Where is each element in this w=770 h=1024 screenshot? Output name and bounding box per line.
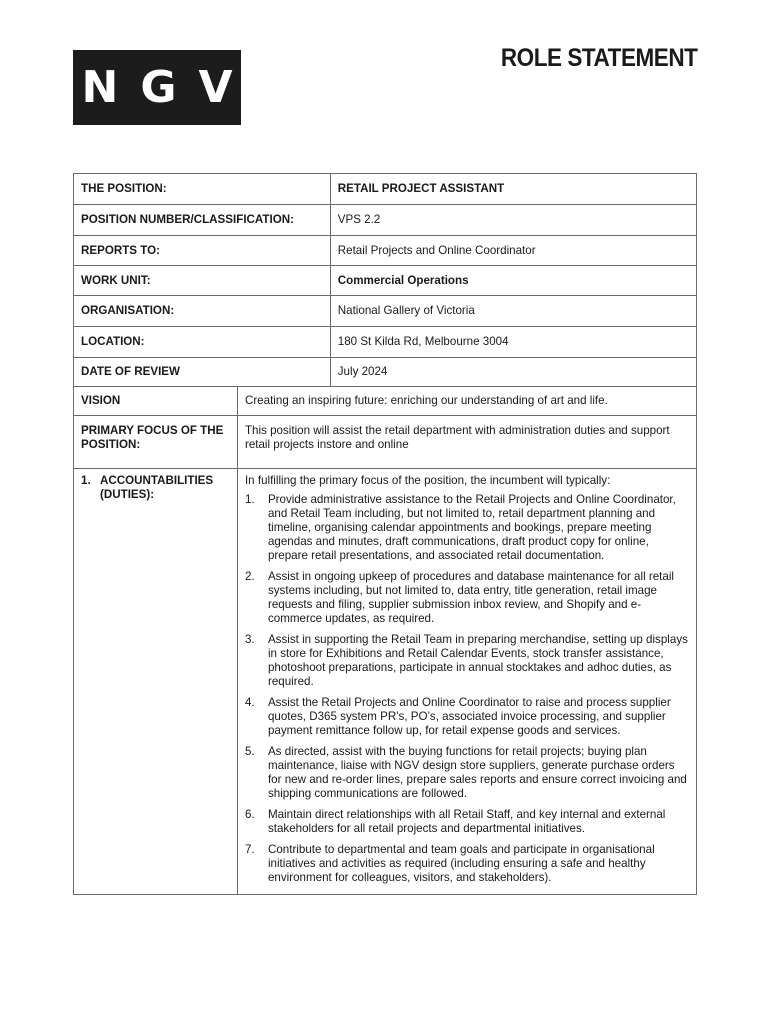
primary-focus-label: PRIMARY FOCUS OF THE POSITION:: [74, 416, 238, 469]
table-row: [74, 327, 697, 358]
field-value-classification: VPS 2.2: [330, 205, 696, 236]
table-row: [74, 205, 697, 236]
field-value-work-unit: Commercial Operations: [330, 266, 696, 296]
accountabilities-content: [237, 469, 696, 895]
accountabilities-label: ACCOUNTABILITIES (DUTIES):: [100, 474, 214, 501]
field-value-reports-to: Retail Projects and Online Coordinator: [330, 236, 696, 266]
list-item: [245, 570, 689, 626]
table-row: [74, 266, 697, 296]
duty-text: Assist the Retail Projects and Online Coordinator to raise and process supplier quotes, D365 system PR’s, PO’s, associated invoice processing, and supplier payment remittance follow up, for retail expense goods and services.: [267, 696, 671, 737]
field-value-location: 180 St Kilda Rd, Melbourne 3004: [330, 327, 696, 358]
field-label-classification: POSITION NUMBER/CLASSIFICATION:: [74, 205, 331, 236]
list-item: [245, 745, 689, 801]
table-row: [74, 358, 697, 387]
ngv-logo: NGV: [73, 50, 241, 125]
duty-number: 6.: [244, 808, 255, 821]
list-item: [245, 808, 689, 836]
field-value-organisation: National Gallery of Victoria: [330, 296, 696, 327]
accountabilities-number: 1.: [81, 474, 91, 487]
table-row: [74, 387, 697, 416]
duty-number: 4.: [244, 696, 255, 709]
duty-text: Assist in supporting the Retail Team in preparing merchandise, setting up displays in store for Exhibitions and Retail Calendar Events, stock transfer assistance, photoshoot preparations, participate in annual stocktakes and adhoc duties, as required.: [267, 633, 688, 688]
field-value-date-of-review: July 2024: [330, 358, 696, 387]
duty-text: As directed, assist with the buying functions for retail projects; buying plan maintenance, liaise with NGV design store suppliers, generate purchase orders for new and re-order lines, prepare sales reports and ensure correct invoicing and shipping communications are followed.: [267, 745, 687, 800]
list-item: [245, 696, 689, 738]
table-row: [74, 174, 697, 205]
table-row: [74, 296, 697, 327]
field-label-date-of-review: DATE OF REVIEW: [74, 358, 331, 387]
field-value-position: RETAIL PROJECT ASSISTANT: [330, 174, 696, 205]
duty-number: 2.: [244, 570, 255, 583]
list-item: [245, 633, 689, 689]
vision-text: Creating an inspiring future: enriching our understanding of art and life.: [237, 387, 696, 416]
document-title: ROLE STATEMENT: [500, 44, 697, 72]
duty-text: Contribute to departmental and team goals and participate in organisational initiatives and activities as required (including ensuring a safe and healthy environment for colleagues, visitors, and stakeholders).: [267, 843, 655, 884]
table-row: [74, 469, 697, 895]
duty-number: 1.: [244, 493, 255, 506]
table-row: [74, 416, 697, 469]
table-row: [74, 236, 697, 266]
field-label-location: LOCATION:: [74, 327, 331, 358]
duty-text: Assist in ongoing upkeep of procedures and database maintenance for all retail systems including, but not limited to, data entry, title generation, retail image requests and filing, supplier submission inbox review, and Shopify and e-commerce updates, as required.: [267, 570, 674, 625]
field-label-position: THE POSITION:: [74, 174, 331, 205]
field-label-organisation: ORGANISATION:: [74, 296, 331, 327]
field-label-work-unit: WORK UNIT:: [74, 266, 331, 296]
field-label-reports-to: REPORTS TO:: [74, 236, 331, 266]
list-item: [245, 843, 689, 885]
duty-text: Maintain direct relationships with all Retail Staff, and key internal and external stakeholders for all retail projects and departmental initiatives.: [267, 808, 666, 835]
accountabilities-intro: In fulfilling the primary focus of the position, the incumbent will typically:: [244, 474, 611, 487]
list-item: [245, 493, 689, 563]
vision-label: VISION: [74, 387, 238, 416]
role-statement-table: [73, 173, 697, 895]
duty-number: 5.: [244, 745, 255, 758]
accountabilities-label-cell: [74, 469, 238, 895]
duty-number: 7.: [244, 843, 255, 856]
primary-focus-text: This position will assist the retail department with administration duties and support retail projects instore and online: [237, 416, 696, 469]
duty-text: Provide administrative assistance to the Retail Projects and Online Coordinator, and Retail Team including, but not limited to, retail department planning and timeline, organising calendar appointments and bookings, prepare meeting agendas and minutes, draft communications, draft product copy for online, prepare retail presentations, and associated retail documentation.: [267, 493, 676, 562]
duties-list: [245, 493, 689, 885]
duty-number: 3.: [244, 633, 255, 646]
